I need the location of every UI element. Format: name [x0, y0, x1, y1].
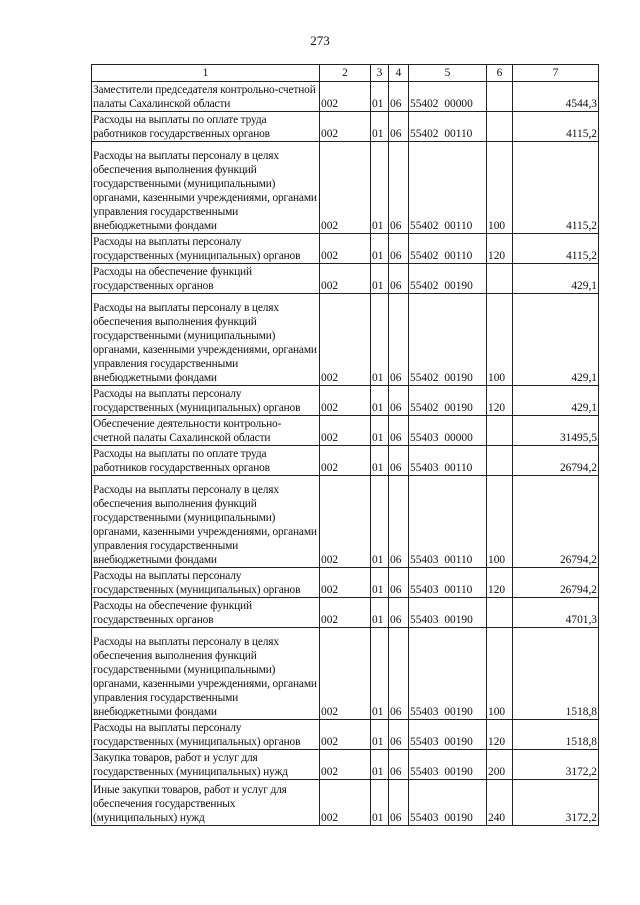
row-pr-cell: 06	[389, 142, 409, 234]
row-amount-cell: 26794,2	[513, 446, 599, 476]
row-amount-cell: 4544,3	[513, 82, 599, 112]
row-ved-cell: 002	[320, 386, 371, 416]
row-pr-cell: 06	[389, 568, 409, 598]
row-amount-cell: 1518,8	[513, 628, 599, 720]
table-body	[92, 82, 599, 826]
row-name-cell: Закупка товаров, работ и услуг для государственных (муниципальных) нужд	[92, 750, 320, 780]
row-ved-cell: 002	[320, 780, 371, 826]
row-vr-cell: 120	[487, 386, 513, 416]
budget-table	[91, 64, 599, 826]
row-rz-cell: 01	[371, 386, 389, 416]
row-pr-cell: 06	[389, 416, 409, 446]
row-csr-cell: 55403 00000	[409, 416, 487, 446]
table-row	[92, 264, 599, 294]
col-header-2: 2	[320, 65, 371, 82]
row-rz-cell: 01	[371, 568, 389, 598]
table-row	[92, 476, 599, 568]
row-vr-cell	[487, 446, 513, 476]
row-amount-cell: 429,1	[513, 294, 599, 386]
row-csr-cell: 55402 00110	[409, 234, 487, 264]
row-amount-cell: 429,1	[513, 386, 599, 416]
row-vr-cell: 120	[487, 720, 513, 750]
table-row	[92, 568, 599, 598]
row-ved-cell: 002	[320, 234, 371, 264]
row-name-cell: Расходы на выплаты по оплате труда работников государственных органов	[92, 112, 320, 142]
row-name-cell: Расходы на выплаты по оплате труда работников государственных органов	[92, 446, 320, 476]
row-rz-cell: 01	[371, 416, 389, 446]
row-vr-cell: 100	[487, 294, 513, 386]
row-csr-cell: 55403 00190	[409, 750, 487, 780]
row-rz-cell: 01	[371, 720, 389, 750]
row-pr-cell: 06	[389, 386, 409, 416]
row-amount-cell: 3172,2	[513, 750, 599, 780]
row-vr-cell: 100	[487, 142, 513, 234]
row-vr-cell	[487, 416, 513, 446]
table-row	[92, 750, 599, 780]
row-pr-cell: 06	[389, 294, 409, 386]
row-vr-cell: 240	[487, 780, 513, 826]
row-rz-cell: 01	[371, 476, 389, 568]
row-amount-cell: 429,1	[513, 264, 599, 294]
row-name-cell: Расходы на выплаты персоналу государственных (муниципальных) органов	[92, 234, 320, 264]
row-csr-cell: 55403 00190	[409, 780, 487, 826]
row-vr-cell	[487, 598, 513, 628]
table-row	[92, 416, 599, 446]
row-csr-cell: 55403 00190	[409, 720, 487, 750]
row-ved-cell: 002	[320, 112, 371, 142]
row-csr-cell: 55402 00110	[409, 112, 487, 142]
row-vr-cell	[487, 264, 513, 294]
row-name-cell: Расходы на выплаты персоналу государственных (муниципальных) органов	[92, 568, 320, 598]
row-csr-cell: 55402 00110	[409, 142, 487, 234]
row-csr-cell: 55403 00190	[409, 628, 487, 720]
row-name-cell: Расходы на обеспечение функций государственных органов	[92, 264, 320, 294]
row-amount-cell: 31495,5	[513, 416, 599, 446]
row-csr-cell: 55403 00190	[409, 598, 487, 628]
col-header-3: 3	[371, 65, 389, 82]
row-ved-cell: 002	[320, 628, 371, 720]
row-csr-cell: 55402 00190	[409, 264, 487, 294]
col-header-7: 7	[513, 65, 599, 82]
row-vr-cell	[487, 112, 513, 142]
row-name-cell: Заместители председателя контрольно-счетной палаты Сахалинской области	[92, 82, 320, 112]
row-vr-cell: 120	[487, 568, 513, 598]
table-row	[92, 446, 599, 476]
row-pr-cell: 06	[389, 446, 409, 476]
row-rz-cell: 01	[371, 628, 389, 720]
row-pr-cell: 06	[389, 750, 409, 780]
row-ved-cell: 002	[320, 142, 371, 234]
row-rz-cell: 01	[371, 112, 389, 142]
row-pr-cell: 06	[389, 628, 409, 720]
row-vr-cell: 200	[487, 750, 513, 780]
table-row	[92, 142, 599, 234]
row-rz-cell: 01	[371, 780, 389, 826]
row-amount-cell: 26794,2	[513, 568, 599, 598]
table-row	[92, 234, 599, 264]
row-name-cell: Расходы на выплаты персоналу государственных (муниципальных) органов	[92, 720, 320, 750]
row-csr-cell: 55402 00190	[409, 386, 487, 416]
row-ved-cell: 002	[320, 750, 371, 780]
row-vr-cell	[487, 82, 513, 112]
row-vr-cell: 100	[487, 476, 513, 568]
row-pr-cell: 06	[389, 234, 409, 264]
row-ved-cell: 002	[320, 294, 371, 386]
row-rz-cell: 01	[371, 294, 389, 386]
row-ved-cell: 002	[320, 264, 371, 294]
row-rz-cell: 01	[371, 598, 389, 628]
table-row	[92, 294, 599, 386]
row-amount-cell: 4115,2	[513, 112, 599, 142]
row-csr-cell: 55402 00190	[409, 294, 487, 386]
row-name-cell: Расходы на выплаты персоналу государственных (муниципальных) органов	[92, 386, 320, 416]
row-ved-cell: 002	[320, 598, 371, 628]
col-header-1: 1	[92, 65, 320, 82]
row-csr-cell: 55403 00110	[409, 476, 487, 568]
row-pr-cell: 06	[389, 780, 409, 826]
row-ved-cell: 002	[320, 720, 371, 750]
row-amount-cell: 4701,3	[513, 598, 599, 628]
row-name-cell: Расходы на выплаты персоналу в целях обеспечения выполнения функций государственными (муниципальными) органами, казенными учреждениями, органами управления государственными внебюджетными фондами	[92, 294, 320, 386]
row-csr-cell: 55403 00110	[409, 446, 487, 476]
row-rz-cell: 01	[371, 446, 389, 476]
row-amount-cell: 1518,8	[513, 720, 599, 750]
row-name-cell: Расходы на выплаты персоналу в целях обеспечения выполнения функций государственными (муниципальными) органами, казенными учреждениями, органами управления государственными внебюджетными фондами	[92, 628, 320, 720]
row-vr-cell: 120	[487, 234, 513, 264]
row-pr-cell: 06	[389, 720, 409, 750]
row-ved-cell: 002	[320, 568, 371, 598]
row-csr-cell: 55403 00110	[409, 568, 487, 598]
row-amount-cell: 4115,2	[513, 234, 599, 264]
row-amount-cell: 4115,2	[513, 142, 599, 234]
table-row	[92, 386, 599, 416]
row-amount-cell: 26794,2	[513, 476, 599, 568]
row-name-cell: Иные закупки товаров, работ и услуг для обеспечения государственных (муниципальных) нужд	[92, 780, 320, 826]
col-header-4: 4	[389, 65, 409, 82]
row-pr-cell: 06	[389, 82, 409, 112]
row-name-cell: Расходы на выплаты персоналу в целях обеспечения выполнения функций государственными (муниципальными) органами, казенными учреждениями, органами управления государственными внебюджетными фондами	[92, 476, 320, 568]
table-row	[92, 720, 599, 750]
row-ved-cell: 002	[320, 416, 371, 446]
row-amount-cell: 3172,2	[513, 780, 599, 826]
table-row	[92, 598, 599, 628]
table-row	[92, 82, 599, 112]
row-pr-cell: 06	[389, 476, 409, 568]
page-number: 273	[310, 33, 330, 48]
row-ved-cell: 002	[320, 446, 371, 476]
col-header-5: 5	[409, 65, 487, 82]
table-row	[92, 780, 599, 826]
row-rz-cell: 01	[371, 750, 389, 780]
row-vr-cell: 100	[487, 628, 513, 720]
row-name-cell: Расходы на выплаты персоналу в целях обеспечения выполнения функций государственными (муниципальными) органами, казенными учреждениями, органами управления государственными внебюджетными фондами	[92, 142, 320, 234]
table-header-row	[92, 65, 599, 82]
row-rz-cell: 01	[371, 82, 389, 112]
table-row	[92, 112, 599, 142]
table-row	[92, 628, 599, 720]
row-ved-cell: 002	[320, 476, 371, 568]
row-rz-cell: 01	[371, 264, 389, 294]
row-name-cell: Обеспечение деятельности контрольно-счетной палаты Сахалинской области	[92, 416, 320, 446]
row-rz-cell: 01	[371, 142, 389, 234]
row-pr-cell: 06	[389, 598, 409, 628]
row-ved-cell: 002	[320, 82, 371, 112]
row-rz-cell: 01	[371, 234, 389, 264]
col-header-6: 6	[487, 65, 513, 82]
row-pr-cell: 06	[389, 112, 409, 142]
row-csr-cell: 55402 00000	[409, 82, 487, 112]
row-name-cell: Расходы на обеспечение функций государственных органов	[92, 598, 320, 628]
row-pr-cell: 06	[389, 264, 409, 294]
